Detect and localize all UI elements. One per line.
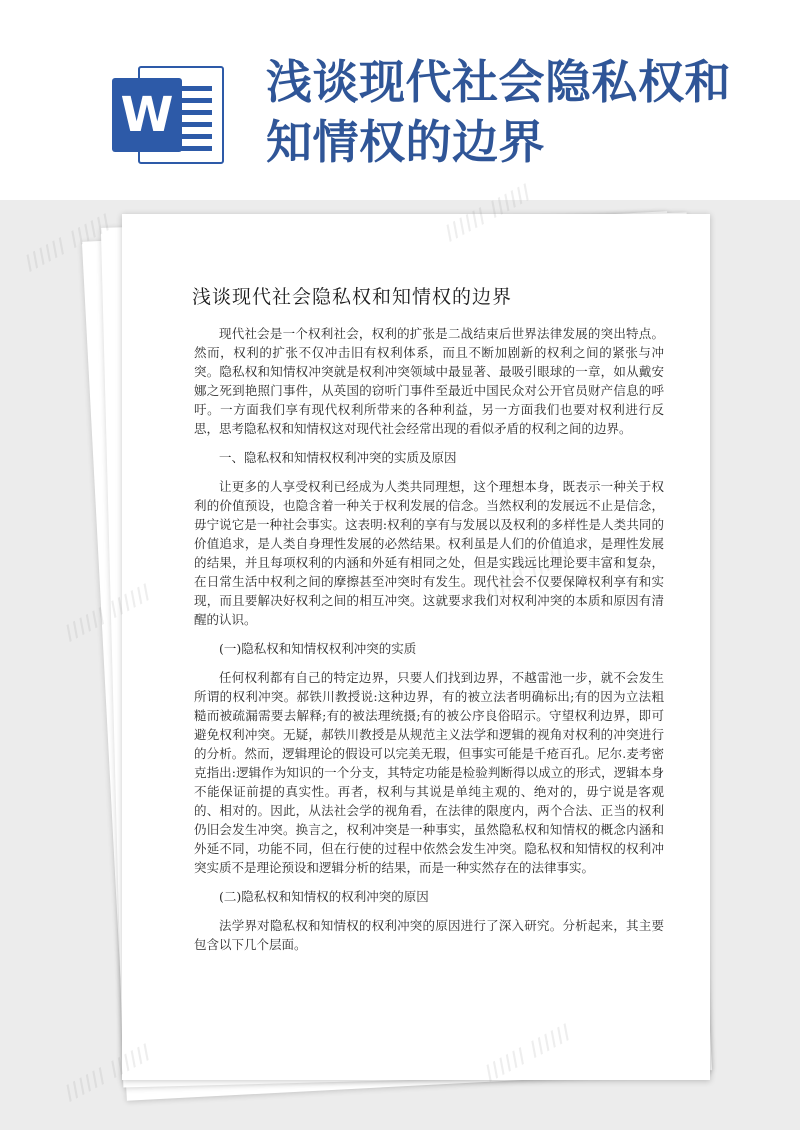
word-logo-letter: W	[112, 78, 182, 152]
document-page	[122, 214, 710, 1080]
word-document-icon	[112, 66, 224, 164]
intro-paragraph: 现代社会是一个权利社会，权利的扩张是二战结束后世界法律发展的突出特点。然而，权利的扩张不仅冲击旧有权利体系，而且不断加剧新的权利之间的紧张与冲突。隐私权和知情权冲突就是权利冲突领域中最显著、最吸引眼球的一章，如从戴安娜之死到艳照门事件，从英国的窃听门事件至最近中国民众对公开官员财产信息的呼吁。一方面我们享有现代权利所带来的各种利益，另一方面我们也要对权利进行反思，思考隐私权和知情权这对现代社会经常出现的看似矛盾的权利之间的边界。	[194, 326, 664, 436]
document-body	[194, 324, 664, 964]
section-paragraph: 让更多的人享受权利已经成为人类共同理想，这个理想本身，既表示一种关于权利的价值预设，也隐含着一种关于权利发展的信念。当然权利的发展远不止是信念，毋宁说它是一种社会事实。这表明:权利的享有与发展以及权利的多样性是人类共同的价值追求，是人类自身理性发展的必然结果。权利虽是人们的价值追求，是理性发展的结果，并且每项权利的内涵和外延有相同之处，但是实践远比理论要丰富和复杂，在日常生活中权利之间的摩擦甚至冲突时有发生。现代社会不仅要保障权利享有和实现，而且要解决好权利之间的相互冲突。这就要求我们对权利冲突的本质和原因有清醒的认识。	[194, 479, 664, 627]
watermark: ////// //////	[19, 209, 115, 275]
subsection-heading: (一)隐私权和知情权权利冲突的实质	[219, 641, 417, 656]
subsection-paragraph: 法学界对隐私权和知情权的权利冲突的原因进行了深入研究。分析起来，其主要包含以下几个层面。	[194, 918, 664, 952]
section-heading: 一、隐私权和知情权权利冲突的实质及原因	[219, 450, 457, 465]
watermark: ////// //////	[59, 1039, 155, 1105]
page-title: 浅谈现代社会隐私权和知情权的边界	[266, 55, 731, 169]
subsection-paragraph: 任何权利都有自己的特定边界，只要人们找到边界，不越雷池一步，就不会发生所谓的权利冲突。郝铁川教授说:这种边界，有的被立法者明确标出;有的因为立法粗糙而被疏漏需要去解释;有的被法理统摄;有的被公序良俗昭示。守望权利边界，即可避免权利冲突。无疑，郝铁川教授是从规范主义法学和逻辑的视角对权利的冲突进行的分析。然而，逻辑理论的假设可以完美无瑕，但事实可能是千疮百孔。尼尔.麦考密克指出:逻辑作为知识的一个分支，其特定功能是检验判断得以成立的形式，逻辑本身不能保证前提的真实性。再者，权利与其说是单纯主观的、绝对的，毋宁说是客观的、相对的。因此，从法社会学的视角看，在法律的限度内，两个合法、正当的权利仍旧会发生冲突。换言之，权利冲突是一种事实，虽然隐私权和知情权的概念内涵和外延不同，功能不同，但在行使的过程中依然会发生冲突。隐私权和知情权的权利冲突实质不是理论预设和逻辑分析的结果，而是一种实然存在的法律事实。	[194, 670, 664, 875]
watermark: //////	[59, 603, 110, 645]
watermark: ////// //////	[439, 179, 535, 245]
subsection-heading: (二)隐私权和知情权的权利冲突的原因	[219, 889, 429, 904]
document-title: 浅谈现代社会隐私权和知情权的边界	[192, 286, 513, 308]
